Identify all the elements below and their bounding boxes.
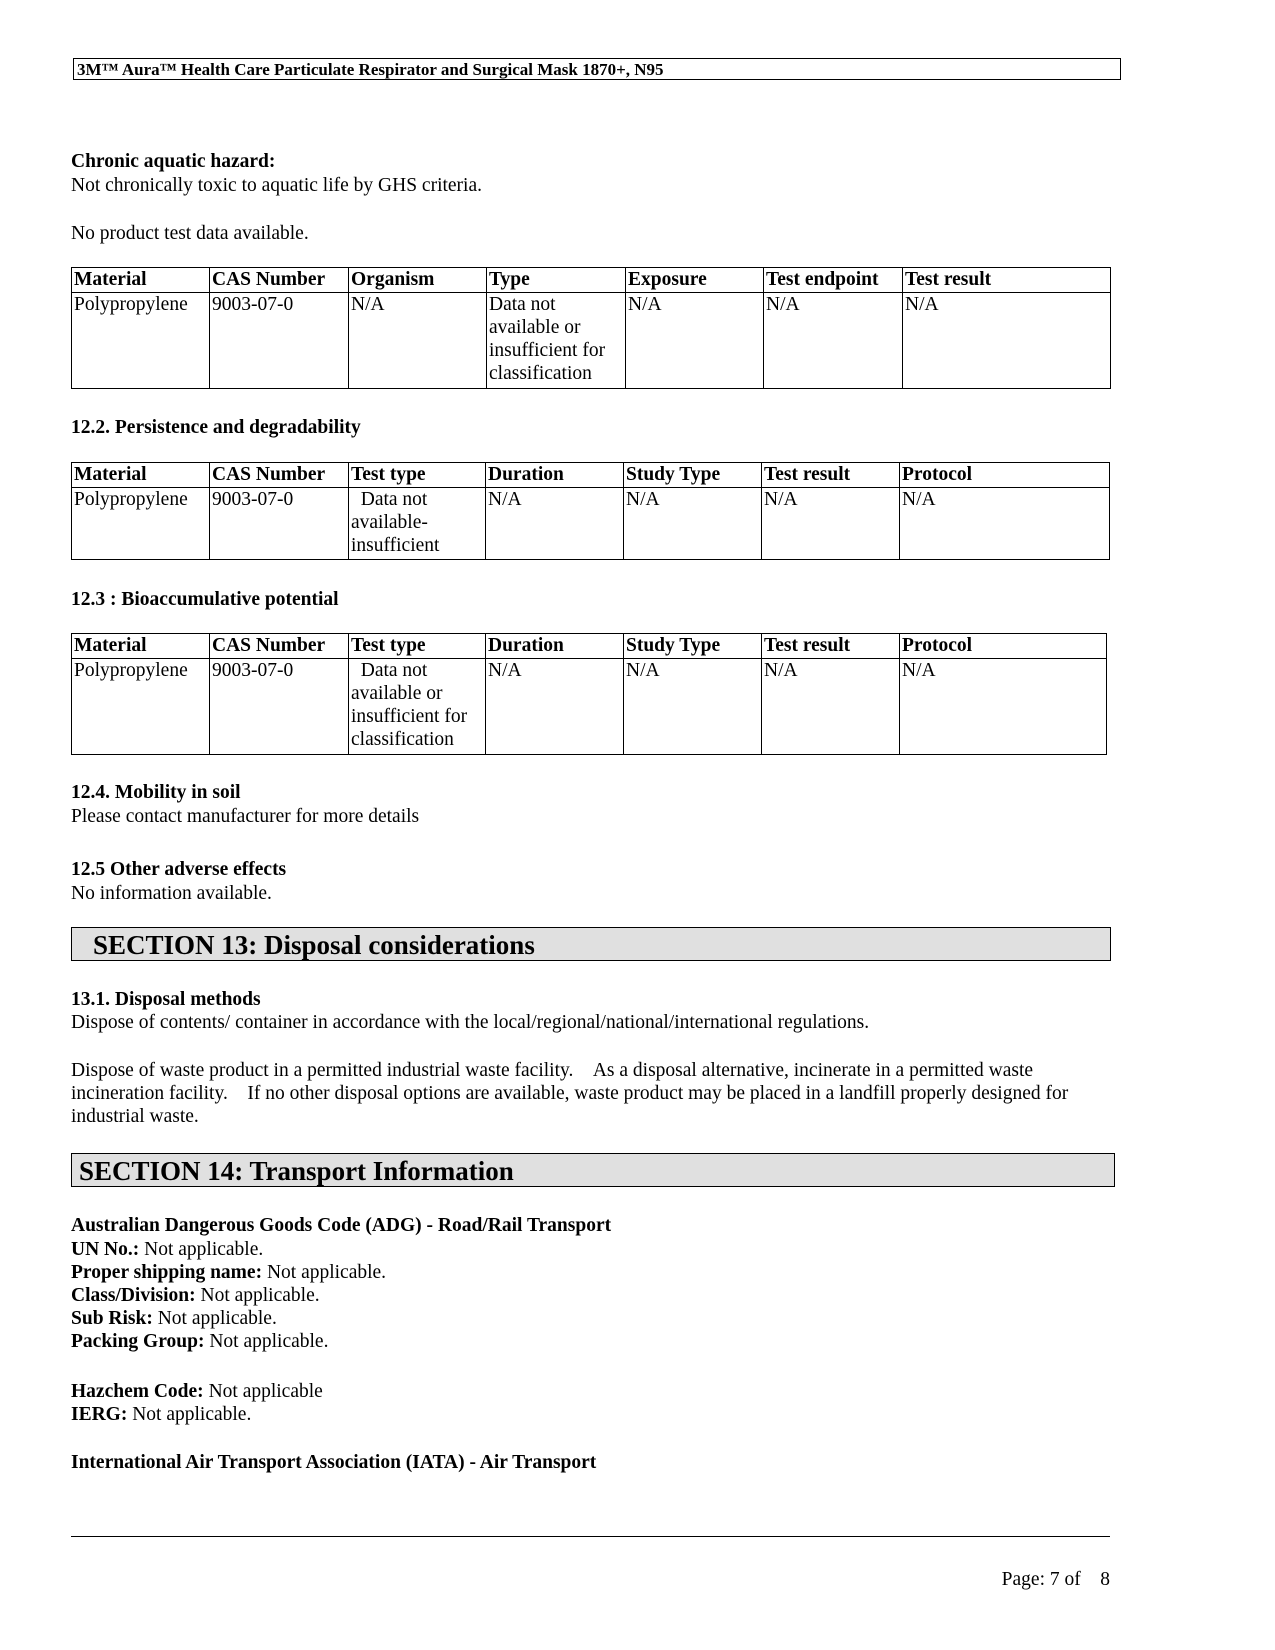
iata-heading: International Air Transport Association (IATA) - Air Transport [71, 1452, 597, 1473]
column-header: Test type [349, 634, 486, 659]
table-cell: Polypropylene [72, 488, 210, 560]
field-label: Hazchem Code: [71, 1381, 204, 1402]
table-cell: N/A [900, 488, 1110, 560]
table-row [72, 293, 1111, 389]
table-cell: 9003-07-0 [210, 293, 349, 389]
column-header: CAS Number [210, 463, 349, 488]
field-value: Not applicable [203, 1381, 323, 1402]
column-header: Type [487, 268, 626, 293]
table-cell: N/A [624, 659, 762, 755]
table-cell: N/A [764, 293, 903, 389]
mobility-heading: 12.4. Mobility in soil [71, 782, 241, 803]
document-header: 3M™ Aura™ Health Care Particulate Respirator and Surgical Mask 1870+, N95 [73, 58, 1121, 80]
table-cell: N/A [900, 659, 1107, 755]
column-header: Test endpoint [764, 268, 903, 293]
table-header-row [72, 634, 1107, 659]
column-header: Protocol [900, 463, 1110, 488]
table-row [72, 659, 1107, 755]
column-header: Organism [349, 268, 487, 293]
disposal-methods-heading: 13.1. Disposal methods [71, 989, 261, 1010]
bioaccumulative-heading: 12.3 : Bioaccumulative potential [71, 589, 339, 610]
other-effects-heading: 12.5 Other adverse effects [71, 859, 287, 880]
column-header: Material [72, 268, 210, 293]
table-cell: Data not available- insufficient [349, 488, 486, 560]
table-cell: N/A [762, 488, 900, 560]
field-label: IERG: [71, 1404, 128, 1425]
table-cell: N/A [624, 488, 762, 560]
column-header: Test type [349, 463, 486, 488]
table-cell: Data not available or insufficient for classification [487, 293, 626, 389]
persistence-heading: 12.2. Persistence and degradability [71, 417, 361, 438]
table-cell: N/A [903, 293, 1111, 389]
field-hazchem-code [71, 1380, 323, 1403]
field-value: Not applicable. [127, 1404, 252, 1425]
table-row [72, 488, 1110, 560]
column-header: Duration [486, 634, 624, 659]
field-value: Not applicable. [204, 1331, 329, 1352]
field-label: Sub Risk: [71, 1308, 153, 1329]
disposal-text-2: Dispose of waste product in a permitted industrial waste facility. As a disposal alternative, incinerate in a permitted waste incineration facility. If no other disposal options are available, waste product may be placed in a landfill properly designed for industrial waste. [71, 1060, 1069, 1127]
table-cell: N/A [486, 488, 624, 560]
table-cell: Data not available or insufficient for classification [349, 659, 486, 755]
hazchem-fields [71, 1380, 323, 1426]
table-cell: N/A [486, 659, 624, 755]
adg-heading: Australian Dangerous Goods Code (ADG) - Road/Rail Transport [71, 1215, 612, 1236]
column-header: Test result [762, 634, 900, 659]
table-header-row [72, 268, 1111, 293]
disposal-text-1: Dispose of contents/ container in accordance with the local/regional/national/international regulations. [71, 1012, 870, 1033]
bioaccumulative-table [71, 633, 1107, 755]
column-header: Duration [486, 463, 624, 488]
field-packing-group [71, 1330, 386, 1353]
table-cell: Polypropylene [72, 659, 210, 755]
column-header: Material [72, 634, 210, 659]
field-value: Not applicable. [262, 1262, 387, 1283]
column-header: Protocol [900, 634, 1107, 659]
other-effects-text: No information available. [71, 883, 272, 904]
mobility-text: Please contact manufacturer for more details [71, 806, 420, 827]
chronic-hazard-text: Not chronically toxic to aquatic life by GHS criteria. [71, 175, 482, 196]
field-proper-shipping-name [71, 1261, 386, 1284]
column-header: Test result [762, 463, 900, 488]
field-label: UN No.: [71, 1239, 140, 1260]
field-un-no [71, 1238, 386, 1261]
column-header: Exposure [626, 268, 764, 293]
table-cell: 9003-07-0 [210, 488, 349, 560]
footer-divider [71, 1536, 1110, 1537]
page-number: Page: 7 of 8 [1001, 1569, 1110, 1590]
field-label: Proper shipping name: [71, 1262, 263, 1283]
table-header-row [72, 463, 1110, 488]
field-class-division [71, 1284, 386, 1307]
field-ierg [71, 1403, 323, 1426]
aquatic-toxicity-table [71, 267, 1111, 389]
table-cell: N/A [349, 293, 487, 389]
column-header: CAS Number [210, 634, 349, 659]
no-test-data-note: No product test data available. [71, 223, 309, 244]
column-header: Study Type [624, 634, 762, 659]
column-header: Material [72, 463, 210, 488]
table-cell: 9003-07-0 [210, 659, 349, 755]
field-label: Class/Division: [71, 1285, 196, 1306]
column-header: Study Type [624, 463, 762, 488]
adg-fields [71, 1238, 386, 1353]
chronic-hazard-heading: Chronic aquatic hazard: [71, 151, 276, 172]
field-value: Not applicable. [139, 1239, 264, 1260]
section-14-title: SECTION 14: Transport Information [71, 1153, 1115, 1187]
column-header: CAS Number [210, 268, 349, 293]
field-value: Not applicable. [152, 1308, 277, 1329]
table-cell: N/A [762, 659, 900, 755]
section-13-title: SECTION 13: Disposal considerations [71, 927, 1111, 961]
field-label: Packing Group: [71, 1331, 205, 1352]
field-value: Not applicable. [195, 1285, 320, 1306]
table-cell: Polypropylene [72, 293, 210, 389]
column-header: Test result [903, 268, 1111, 293]
persistence-table [71, 462, 1110, 560]
table-cell: N/A [626, 293, 764, 389]
field-sub-risk [71, 1307, 386, 1330]
